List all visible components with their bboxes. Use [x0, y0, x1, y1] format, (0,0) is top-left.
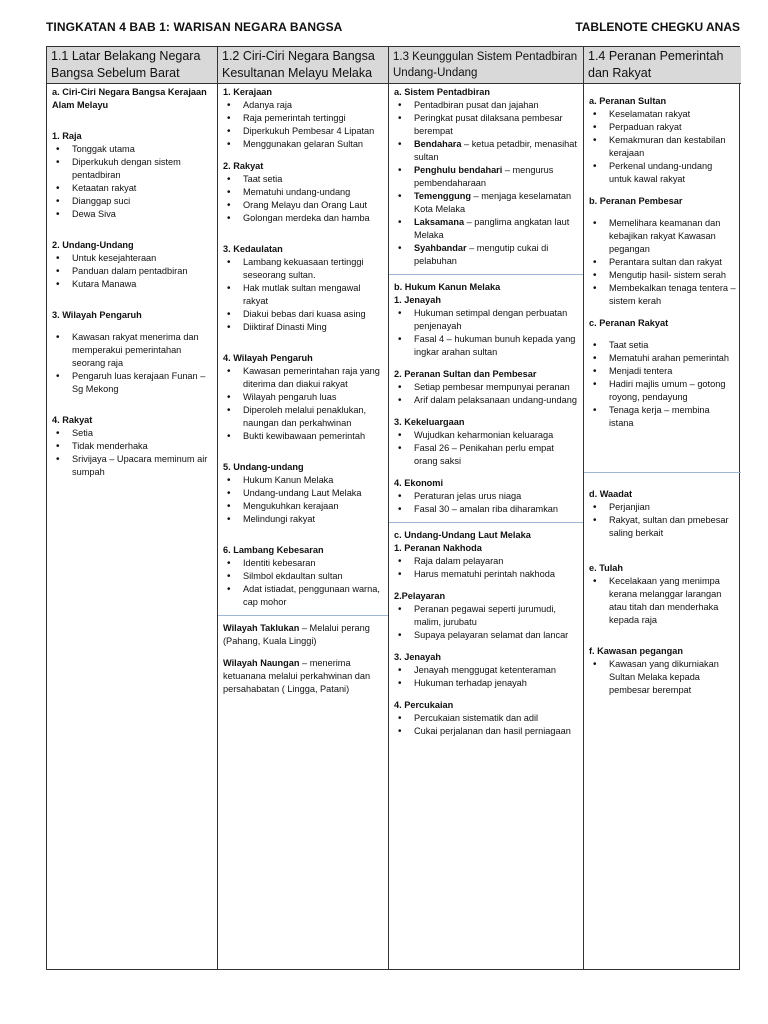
list-item-term: Laksamana	[414, 217, 465, 227]
list-item: • Kawasan pemerintahan raja yang diterima dan diakui rakyat	[223, 365, 383, 391]
list-item: • Hukuman terhadap jenayah	[394, 677, 578, 690]
list-item: • Hukuman setimpal dengan perbuatan penjenayah	[394, 307, 578, 333]
section-title: 1. Kerajaan	[223, 87, 273, 97]
list-item: • Srivijaya – Upacara meminum air sumpah	[52, 453, 212, 479]
section-title: 1. Peranan Nakhoda	[394, 543, 482, 553]
bullet-list	[52, 143, 212, 221]
list-item: • Dianggap suci	[52, 195, 212, 208]
list-item: • Fasal 4 – hukuman bunuh kepada yang ingkar arahan sultan	[394, 333, 578, 359]
bullet-list	[589, 339, 736, 430]
column-4	[584, 47, 741, 969]
list-item: • Kawasan rakyat menerima dan memperakui pemerintahan seorang raja	[52, 331, 212, 370]
paragraph-term: Wilayah Naungan	[223, 658, 300, 668]
section-title: 2.Pelayaran	[394, 591, 446, 601]
column-1-body	[47, 84, 217, 479]
list-item: • Ketaatan rakyat	[52, 182, 212, 195]
section-title: 5. Undang-undang	[223, 462, 304, 472]
list-item: • Kecelakaan yang menimpa kerana melanggar larangan atau titah dan menderhaka kepada raja	[589, 575, 736, 627]
list-item-term: Temenggung	[414, 191, 471, 201]
list-item: • Identiti kebesaran	[223, 557, 383, 570]
section-title: 2. Rakyat	[223, 161, 264, 171]
list-item: • Adanya raja	[223, 99, 383, 112]
list-item: • Arif dalam pelaksanaan undang-undang	[394, 394, 578, 407]
section-title: c. Peranan Rakyat	[589, 318, 669, 328]
list-item: • Perkenal undang-undang untuk kawal rakyat	[589, 160, 736, 186]
list-item: • Raja pemerintah tertinggi	[223, 112, 383, 125]
list-item: • Mengutip hasil- sistem serah	[589, 269, 736, 282]
section-title: a. Peranan Sultan	[589, 96, 667, 106]
section-title: 1. Raja	[52, 131, 82, 141]
section-divider	[389, 522, 583, 523]
document-title: TINGKATAN 4 BAB 1: WARISAN NEGARA BANGSA	[46, 20, 343, 34]
document-author: TABLENOTE CHEGKU ANAS	[575, 20, 740, 34]
column-2	[218, 47, 389, 969]
paragraph-text: – Melalui perang (Pahang, Kuala Linggi)	[223, 623, 370, 646]
section-title: 4. Ekonomi	[394, 478, 444, 488]
list-item: • Perantara sultan dan rakyat	[589, 256, 736, 269]
section-title: 3. Kekeluargaan	[394, 417, 465, 427]
list-item: • Untuk kesejahteraan	[52, 252, 212, 265]
list-item-text: Peringkat pusat dilaksana pembesar berempat	[414, 113, 563, 136]
list-item: • Adat istiadat, penggunaan warna, cap mohor	[223, 583, 383, 609]
section-divider	[389, 274, 583, 275]
list-item: • Keselamatan rakyat	[589, 108, 736, 121]
list-item-text: – ketua petadbir, menasihat sultan	[414, 139, 577, 162]
list-item: • Cukai perjalanan dan hasil perniagaan	[394, 725, 578, 738]
list-item: • Jenayah menggugat ketenteraman	[394, 664, 578, 677]
list-item: • Menjadi tentera	[589, 365, 736, 378]
section-title: 3. Kedaulatan	[223, 244, 283, 254]
bullet-list	[394, 555, 578, 581]
list-item: • Diakui bebas dari kuasa asing	[223, 308, 383, 321]
list-item: • Diperkukuh Pembesar 4 Lipatan	[223, 125, 383, 138]
bullet-list	[223, 474, 383, 526]
column-3	[389, 47, 584, 969]
list-item: • Mematuhi arahan pemerintah	[589, 352, 736, 365]
bullet-list	[394, 664, 578, 690]
bullet-list	[394, 381, 578, 407]
list-item	[394, 242, 578, 268]
list-item: • Diperkukuh dengan sistem pentadbiran	[52, 156, 212, 182]
bullet-list	[394, 603, 578, 642]
section-title: 1. Jenayah	[394, 295, 441, 305]
list-item: • Supaya pelayaran selamat dan lancar	[394, 629, 578, 642]
list-item: • Wujudkan keharmonian keluaraga	[394, 429, 578, 442]
list-item: • Mematuhi undang-undang	[223, 186, 383, 199]
list-item: • Hadiri majlis umum – gotong royong, pendayung	[589, 378, 736, 404]
list-item: • Setiap pembesar mempunyai peranan	[394, 381, 578, 394]
list-item: • Taat setia	[223, 173, 383, 186]
list-item: • Taat setia	[589, 339, 736, 352]
list-item: • Orang Melayu dan Orang Laut	[223, 199, 383, 212]
bullet-list	[589, 108, 736, 186]
list-item: • Tonggak utama	[52, 143, 212, 156]
section-title: 6. Lambang Kebesaran	[223, 545, 324, 555]
list-item-text: – panglima angkatan laut Melaka	[414, 217, 570, 240]
list-item	[394, 216, 578, 242]
bullet-list	[589, 217, 736, 308]
list-item: • Raja dalam pelayaran	[394, 555, 578, 568]
paragraph	[223, 657, 383, 696]
list-item: • Perjanjian	[589, 501, 736, 514]
notes-table	[46, 46, 740, 970]
column-3-heading: 1.3 Keunggulan Sistem Pentadbiran Undang-Undang	[389, 47, 583, 84]
bullet-list	[589, 501, 736, 540]
list-item: • Kutara Manawa	[52, 278, 212, 291]
list-item: • Bukti kewibawaan pemerintah	[223, 430, 383, 443]
list-item: • Kawasan yang dikurniakan Sultan Melaka kepada pembesar berempat	[589, 658, 736, 697]
bullet-list	[394, 490, 578, 516]
list-item: • Rakyat, sultan dan pmebesar saling berkait	[589, 514, 736, 540]
list-item-text: Pentadbiran pusat dan jajahan	[414, 100, 539, 110]
paragraph-term: Wilayah Taklukan	[223, 623, 300, 633]
list-item-term: Penghulu bendahari	[414, 165, 503, 175]
section-title: d. Waadat	[589, 489, 633, 499]
list-item: • Percukaian sistematik dan adil	[394, 712, 578, 725]
list-item-text: – mengutip cukai di pelabuhan	[414, 243, 549, 266]
section-title: 4. Rakyat	[52, 415, 93, 425]
column-1-heading: 1.1 Latar Belakang Negara Bangsa Sebelum Barat	[47, 47, 217, 84]
column-2-body	[218, 84, 388, 696]
section-title: a. Ciri-Ciri Negara Bangsa Kerajaan Alam Melayu	[52, 87, 207, 110]
list-item: • Membekalkan tenaga tentera – sistem kerah	[589, 282, 736, 308]
list-item: • Peraturan jelas urus niaga	[394, 490, 578, 503]
section-title: f. Kawasan pegangan	[589, 646, 683, 656]
section-title: 4. Wilayah Pengaruh	[223, 353, 313, 363]
section-title: b. Hukum Kanun Melaka	[394, 282, 501, 292]
bullet-list	[223, 256, 383, 334]
list-item: • Memelihara keamanan dan kebajikan rakyat Kawasan pegangan	[589, 217, 736, 256]
section-title: b. Peranan Pembesar	[589, 196, 683, 206]
list-item: • Dewa Siva	[52, 208, 212, 221]
list-item: • Tidak menderhaka	[52, 440, 212, 453]
list-item: • Diiktiraf Dinasti Ming	[223, 321, 383, 334]
column-2-heading: 1.2 Ciri-Ciri Negara Bangsa Kesultanan Melayu Melaka	[218, 47, 388, 84]
column-3-body	[389, 84, 583, 738]
bullet-list	[52, 252, 212, 291]
list-item: • Fasal 30 – amalan riba diharamkan	[394, 503, 578, 516]
list-item: • Pengaruh luas kerajaan Funan – Sg Mekong	[52, 370, 212, 396]
section-title: e. Tulah	[589, 563, 624, 573]
section-title: 2. Undang-Undang	[52, 240, 134, 250]
bullet-list	[223, 173, 383, 225]
bullet-list	[223, 365, 383, 443]
paragraph	[223, 622, 383, 648]
bullet-list	[223, 99, 383, 151]
list-item: • Hak mutlak sultan mengawal rakyat	[223, 282, 383, 308]
list-item: • Tenaga kerja – membina istana	[589, 404, 736, 430]
section-title: c. Undang-Undang Laut Melaka	[394, 530, 531, 540]
list-item	[394, 138, 578, 164]
bullet-list	[223, 557, 383, 609]
list-item-text: – menjaga keselamatan Kota Melaka	[414, 191, 572, 214]
list-item	[394, 190, 578, 216]
list-item-term: Bendahara	[414, 139, 462, 149]
list-item	[394, 99, 578, 112]
bullet-list	[589, 658, 736, 697]
list-item: • Melindungi rakyat	[223, 513, 383, 526]
list-item: • Panduan dalam pentadbiran	[52, 265, 212, 278]
bullet-list	[52, 427, 212, 479]
list-item-term: Syahbandar	[414, 243, 467, 253]
list-item: • Peranan pegawai seperti jurumudi, malim, jurubatu	[394, 603, 578, 629]
bullet-list	[394, 429, 578, 468]
list-item: • Lambang kekuasaan tertinggi seseorang sultan.	[223, 256, 383, 282]
list-item: • Setia	[52, 427, 212, 440]
section-title: 3. Wilayah Pengaruh	[52, 310, 142, 320]
bullet-list	[52, 331, 212, 396]
bullet-list	[394, 99, 578, 268]
list-item	[394, 112, 578, 138]
list-item: • Menggunakan gelaran Sultan	[223, 138, 383, 151]
column-1	[47, 47, 218, 969]
bullet-list	[589, 575, 736, 627]
list-item: • Silmbol ekdaultan sultan	[223, 570, 383, 583]
list-item: • Golongan merdeka dan hamba	[223, 212, 383, 225]
list-item: • Kemakmuran dan kestabilan kerajaan	[589, 134, 736, 160]
list-item: • Fasal 26 – Penikahan perlu empat orang saksi	[394, 442, 578, 468]
list-item: • Hukum Kanun Melaka	[223, 474, 383, 487]
list-item: • Diperoleh melalui penaklukan, naungan dan perkahwinan	[223, 404, 383, 430]
section-divider	[584, 472, 741, 473]
section-title: 2. Peranan Sultan dan Pembesar	[394, 369, 537, 379]
paragraph-text: – menerima ketuanana melalui perkahwinan dan persahabatan ( Lingga, Patani)	[223, 658, 371, 694]
list-item-text: – mengurus pembendaharaan	[414, 165, 554, 188]
list-item: • Wilayah pengaruh luas	[223, 391, 383, 404]
list-item: • Harus mematuhi perintah nakhoda	[394, 568, 578, 581]
section-title: a. Sistem Pentadbiran	[394, 87, 490, 97]
section-divider	[218, 615, 388, 616]
column-4-heading: 1.4 Peranan Pemerintah dan Rakyat	[584, 47, 741, 84]
column-4-body	[584, 84, 741, 697]
list-item: • Mengukuhkan kerajaan	[223, 500, 383, 513]
bullet-list	[394, 307, 578, 359]
section-title: 4. Percukaian	[394, 700, 454, 710]
list-item: • Perpaduan rakyat	[589, 121, 736, 134]
list-item	[394, 164, 578, 190]
bullet-list	[394, 712, 578, 738]
section-title: 3. Jenayah	[394, 652, 441, 662]
list-item: • Undang-undang Laut Melaka	[223, 487, 383, 500]
